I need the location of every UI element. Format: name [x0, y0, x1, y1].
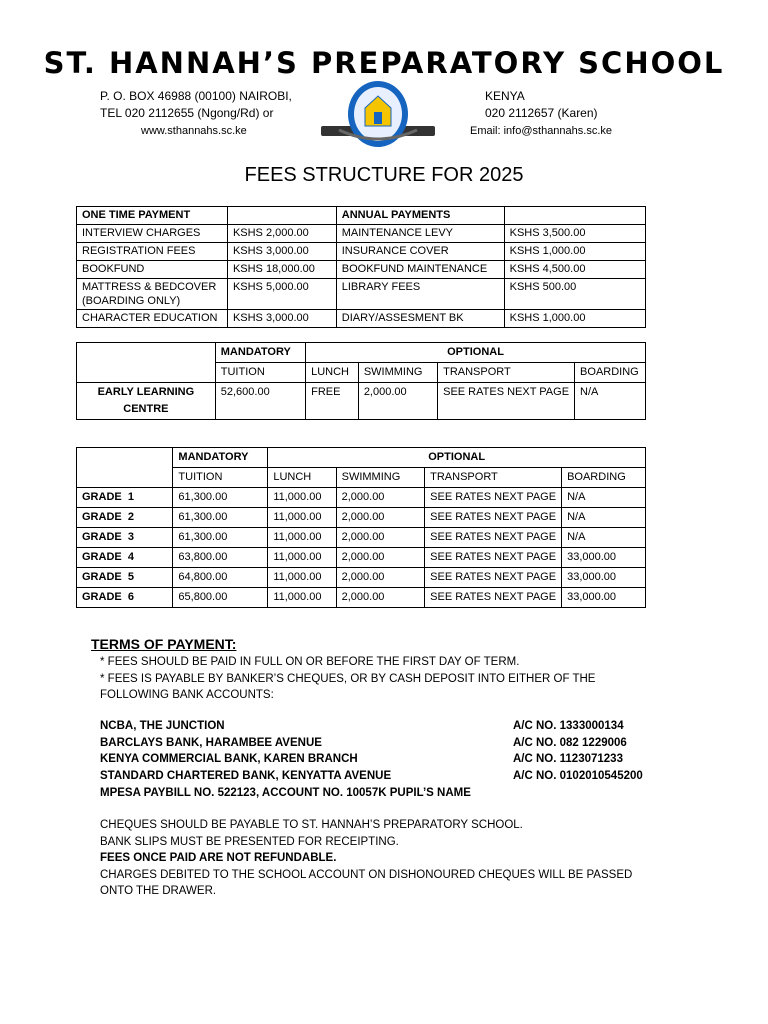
col-transport: TRANSPORT	[425, 468, 562, 488]
school-crest-logo	[319, 78, 437, 150]
school-name: ST. HANNAH’S PREPARATORY SCHOOL	[43, 46, 725, 80]
refund-note: FEES ONCE PAID ARE NOT REFUNDABLE.	[100, 852, 337, 864]
col-swimming: SWIMMING	[358, 363, 437, 383]
annual-item: BOOKFUND MAINTENANCE	[336, 261, 504, 279]
grade-lunch: 11,000.00	[268, 588, 336, 608]
grade-transport: SEE RATES NEXT PAGE	[425, 548, 562, 568]
fee-amount: KSHS 3,000.00	[227, 243, 336, 261]
elc-tuition: 52,600.00	[215, 383, 305, 420]
table-header-row	[77, 448, 646, 468]
fee-amount: KSHS 18,000.00	[227, 261, 336, 279]
terms-line-1: * FEES SHOULD BE PAID IN FULL ON OR BEFORE THE FIRST DAY OF TERM.	[100, 656, 520, 668]
fee-amount: KSHS 2,000.00	[227, 225, 336, 243]
bank-name: STANDARD CHARTERED BANK, KENYATTA AVENUE	[100, 770, 392, 782]
address-line: P. O. BOX 46988 (00100) NAIROBI,	[100, 89, 292, 103]
grade-transport: SEE RATES NEXT PAGE	[425, 488, 562, 508]
table-row	[77, 588, 646, 608]
payment-notes	[100, 817, 660, 900]
optional-header: OPTIONAL	[268, 448, 646, 468]
grade-transport: SEE RATES NEXT PAGE	[425, 568, 562, 588]
cheque-note: CHEQUES SHOULD BE PAYABLE TO ST. HANNAH’S PREPARATORY SCHOOL.	[100, 819, 523, 831]
terms-text	[100, 654, 660, 704]
grade-label: GRADE 6	[77, 588, 173, 608]
one-time-header: ONE TIME PAYMENT	[77, 207, 228, 225]
website-link[interactable]: www.sthannahs.sc.ke	[141, 125, 247, 137]
grade-boarding: N/A	[562, 508, 646, 528]
table-row	[77, 310, 646, 328]
grade-label: GRADE 5	[77, 568, 173, 588]
fee-item: BOOKFUND	[77, 261, 228, 279]
elc-transport: SEE RATES NEXT PAGE	[438, 383, 575, 420]
page-title: FEES STRUCTURE FOR 2025	[244, 164, 524, 186]
col-lunch: LUNCH	[268, 468, 336, 488]
annual-amount: KSHS 500.00	[504, 279, 645, 310]
table-row	[77, 548, 646, 568]
fee-amount: KSHS 5,000.00	[227, 279, 336, 310]
annual-item: MAINTENANCE LEVY	[336, 225, 504, 243]
table-row	[77, 261, 646, 279]
grade-boarding: 33,000.00	[562, 568, 646, 588]
bank-name: KENYA COMMERCIAL BANK, KAREN BRANCH	[100, 753, 358, 765]
col-lunch: LUNCH	[306, 363, 359, 383]
grade-transport: SEE RATES NEXT PAGE	[425, 588, 562, 608]
table-row	[77, 568, 646, 588]
elc-fees-table	[76, 342, 646, 420]
optional-header: OPTIONAL	[306, 343, 646, 363]
grade-swimming: 2,000.00	[336, 588, 425, 608]
grade-lunch: 11,000.00	[268, 508, 336, 528]
table-row	[77, 383, 646, 420]
fee-item: INTERVIEW CHARGES	[77, 225, 228, 243]
telephone-karen: 020 2112657 (Karen)	[485, 106, 598, 120]
table-header-row	[77, 343, 646, 363]
bank-name: NCBA, THE JUNCTION	[100, 720, 225, 732]
annual-amount: KSHS 3,500.00	[504, 225, 645, 243]
telephone-line: TEL 020 2112655 (Ngong/Rd) or	[100, 106, 274, 120]
grade-boarding: 33,000.00	[562, 588, 646, 608]
fee-item: REGISTRATION FEES	[77, 243, 228, 261]
elc-swimming: 2,000.00	[358, 383, 437, 420]
bank-name: BARCLAYS BANK, HARAMBEE AVENUE	[100, 737, 322, 749]
col-tuition: TUITION	[215, 363, 305, 383]
table-row	[77, 243, 646, 261]
fee-item-line2: (BOARDING ONLY)	[82, 295, 181, 307]
slips-note: BANK SLIPS MUST BE PRESENTED FOR RECEIPTING.	[100, 835, 399, 848]
grade-swimming: 2,000.00	[336, 508, 425, 528]
fee-amount: KSHS 3,000.00	[227, 310, 336, 328]
grade-tuition: 63,800.00	[173, 548, 268, 568]
mandatory-header: MANDATORY	[215, 343, 305, 363]
annual-item: LIBRARY FEES	[336, 279, 504, 310]
grade-transport: SEE RATES NEXT PAGE	[425, 528, 562, 548]
annual-header: ANNUAL PAYMENTS	[336, 207, 504, 225]
grade-label: GRADE 1	[77, 488, 173, 508]
grade-lunch: 11,000.00	[268, 568, 336, 588]
annual-item: INSURANCE COVER	[336, 243, 504, 261]
elc-lunch: FREE	[306, 383, 359, 420]
country: KENYA	[485, 89, 525, 103]
table-row	[77, 279, 646, 310]
col-transport: TRANSPORT	[438, 363, 575, 383]
grade-tuition: 65,800.00	[173, 588, 268, 608]
grade-transport: SEE RATES NEXT PAGE	[425, 508, 562, 528]
grades-fees-table	[76, 447, 646, 608]
grade-label: GRADE 3	[77, 528, 173, 548]
email-link[interactable]: Email: info@sthannahs.sc.ke	[470, 125, 613, 137]
col-swimming: SWIMMING	[336, 468, 425, 488]
grade-lunch: 11,000.00	[268, 528, 336, 548]
grade-tuition: 64,800.00	[173, 568, 268, 588]
annual-amount: KSHS 4,500.00	[504, 261, 645, 279]
elc-boarding: N/A	[575, 383, 646, 420]
mpesa-paybill: MPESA PAYBILL NO. 522123, ACCOUNT NO. 10057K PUPIL’S NAME	[100, 787, 471, 799]
grade-boarding: N/A	[562, 488, 646, 508]
bank-account: A/C NO. 082 1229006	[513, 737, 627, 749]
grade-label: GRADE 4	[77, 548, 173, 568]
one-time-annual-table	[76, 206, 646, 328]
bank-account: A/C NO. 1123071233	[513, 753, 623, 765]
elc-label-line2: CENTRE	[123, 403, 169, 415]
grade-lunch: 11,000.00	[268, 488, 336, 508]
table-row	[77, 508, 646, 528]
table-row	[77, 225, 646, 243]
col-boarding: BOARDING	[575, 363, 646, 383]
bank-account: A/C NO. 0102010545200	[513, 770, 643, 782]
annual-amount: KSHS 1,000.00	[504, 243, 645, 261]
grade-tuition: 61,300.00	[173, 508, 268, 528]
elc-label-line1: EARLY LEARNING	[97, 386, 195, 398]
fee-item	[77, 279, 228, 310]
terms-heading: TERMS OF PAYMENT:	[91, 636, 237, 652]
grade-label: GRADE 2	[77, 508, 173, 528]
grade-lunch: 11,000.00	[268, 548, 336, 568]
grade-boarding: N/A	[562, 528, 646, 548]
elc-label	[77, 383, 216, 420]
fee-item: CHARACTER EDUCATION	[77, 310, 228, 328]
table-row	[77, 528, 646, 548]
grade-swimming: 2,000.00	[336, 528, 425, 548]
grade-swimming: 2,000.00	[336, 488, 425, 508]
terms-line-2: * FEES IS PAYABLE BY BANKER’S CHEQUES, OR BY CASH DEPOSIT INTO EITHER OF THE FOLLOWING BANK ACCOUNTS:	[100, 672, 596, 701]
grade-boarding: 33,000.00	[562, 548, 646, 568]
col-tuition: TUITION	[173, 468, 268, 488]
grade-swimming: 2,000.00	[336, 548, 425, 568]
table-header-row	[77, 207, 646, 225]
bank-account: A/C NO. 1333000134	[513, 720, 624, 732]
fee-item-line1: MATTRESS & BEDCOVER	[82, 281, 217, 293]
mandatory-header: MANDATORY	[173, 448, 268, 468]
annual-item: DIARY/ASSESMENT BK	[336, 310, 504, 328]
annual-amount: KSHS 1,000.00	[504, 310, 645, 328]
grade-tuition: 61,300.00	[173, 488, 268, 508]
table-row	[77, 488, 646, 508]
col-boarding: BOARDING	[562, 468, 646, 488]
grade-tuition: 61,300.00	[173, 528, 268, 548]
charges-note: CHARGES DEBITED TO THE SCHOOL ACCOUNT ON DISHONOURED CHEQUES WILL BE PASSED ONTO THE DRAWER.	[100, 868, 633, 897]
grade-swimming: 2,000.00	[336, 568, 425, 588]
